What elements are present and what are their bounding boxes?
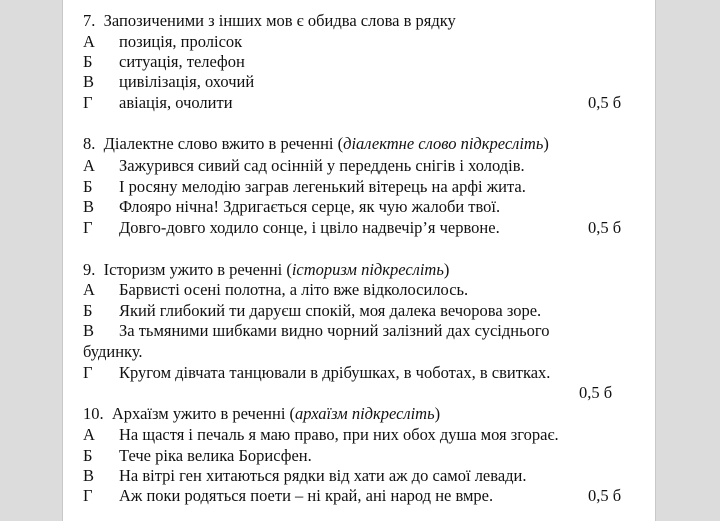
option-text: На вітрі ген хитаються рядки від хати аж до самої левади. <box>119 466 527 485</box>
option-text: Аж поки родяться поети – ні край, ані народ не вмре. <box>119 486 494 505</box>
option-text: Довго-довго ходило сонце, і цвіло надвечір’я червоне. <box>119 218 500 237</box>
question-number: 10. <box>83 404 104 423</box>
points-label: 0,5 б <box>579 383 613 402</box>
option-letter: Г <box>83 363 93 382</box>
option-letter: Б <box>83 446 93 465</box>
option-letter: В <box>83 466 95 485</box>
option-letter: Г <box>83 218 93 237</box>
question-text: Діалектне слово вжито в реченні ( <box>103 134 344 153</box>
question-number: 7. <box>83 11 96 30</box>
option-text: Кругом дівчата танцювали в дрібушках, в чоботах, в свитках. <box>119 363 551 382</box>
question-9-stem: 9. Історизм ужито в реченні (історизм підкресліть) <box>83 260 450 279</box>
option-continuation: будинку. <box>83 342 143 361</box>
option-text: Який глибокий ти даруєш спокій, моя далека вечорова зоре. <box>119 301 542 320</box>
option-text: авіація, очолити <box>119 93 233 112</box>
option-text: Барвисті осені полотна, а літо вже відколосилось. <box>119 280 469 299</box>
question-text: Архаїзм ужито в реченні ( <box>111 404 296 423</box>
question-note: історизм підкресліть <box>291 260 444 279</box>
question-number: 9. <box>83 260 96 279</box>
question-text: Запозиченими з інших мов є обидва слова в рядку <box>103 11 456 30</box>
option-letter: А <box>83 32 95 51</box>
points-label: 0,5 б <box>588 218 622 237</box>
option-letter: А <box>83 425 95 444</box>
option-letter: В <box>83 197 95 216</box>
question-text: Історизм ужито в реченні ( <box>103 260 292 279</box>
option-text: ситуація, телефон <box>119 52 245 71</box>
option-letter: Б <box>83 301 93 320</box>
test-page <box>62 0 656 521</box>
option-text: позиція, пролісок <box>119 32 243 51</box>
option-letter: В <box>83 72 95 91</box>
option-text: За тьмяними шибками видно чорний залізний дах сусіднього <box>119 321 550 340</box>
points-label: 0,5 б <box>588 93 622 112</box>
option-letter: Б <box>83 177 93 196</box>
option-text: Зажурився сивий сад осінній у переддень снігів і холодів. <box>119 156 525 175</box>
question-7-stem <box>83 11 456 31</box>
points-label: 0,5 б <box>588 486 622 505</box>
option-letter: А <box>83 280 95 299</box>
option-letter: Г <box>83 93 93 112</box>
option-text: Тече ріка велика Борисфен. <box>119 446 312 465</box>
question-note: архаїзм підкресліть <box>295 404 435 423</box>
option-text: цивілізація, охочий <box>119 72 255 91</box>
option-letter: В <box>83 321 95 340</box>
option-text: І росяну мелодію заграв легенький вітерець на арфі жита. <box>119 177 526 196</box>
question-number: 8. <box>83 134 96 153</box>
option-text: Флояро нічна! Здригається серце, як чую жалоби твої. <box>119 197 501 216</box>
option-letter: Г <box>83 486 93 505</box>
option-letter: А <box>83 156 95 175</box>
option-letter: Б <box>83 52 93 71</box>
option-text: На щастя і печаль я маю право, при них обох душа моя згорає. <box>119 425 559 444</box>
question-note: діалектне слово підкресліть <box>343 134 544 153</box>
question-8-stem: 8. Діалектне слово вжито в реченні (діалектне слово підкресліть) <box>83 134 549 153</box>
question-10-stem: 10. Архаїзм ужито в реченні (архаїзм підкресліть) <box>83 404 441 423</box>
